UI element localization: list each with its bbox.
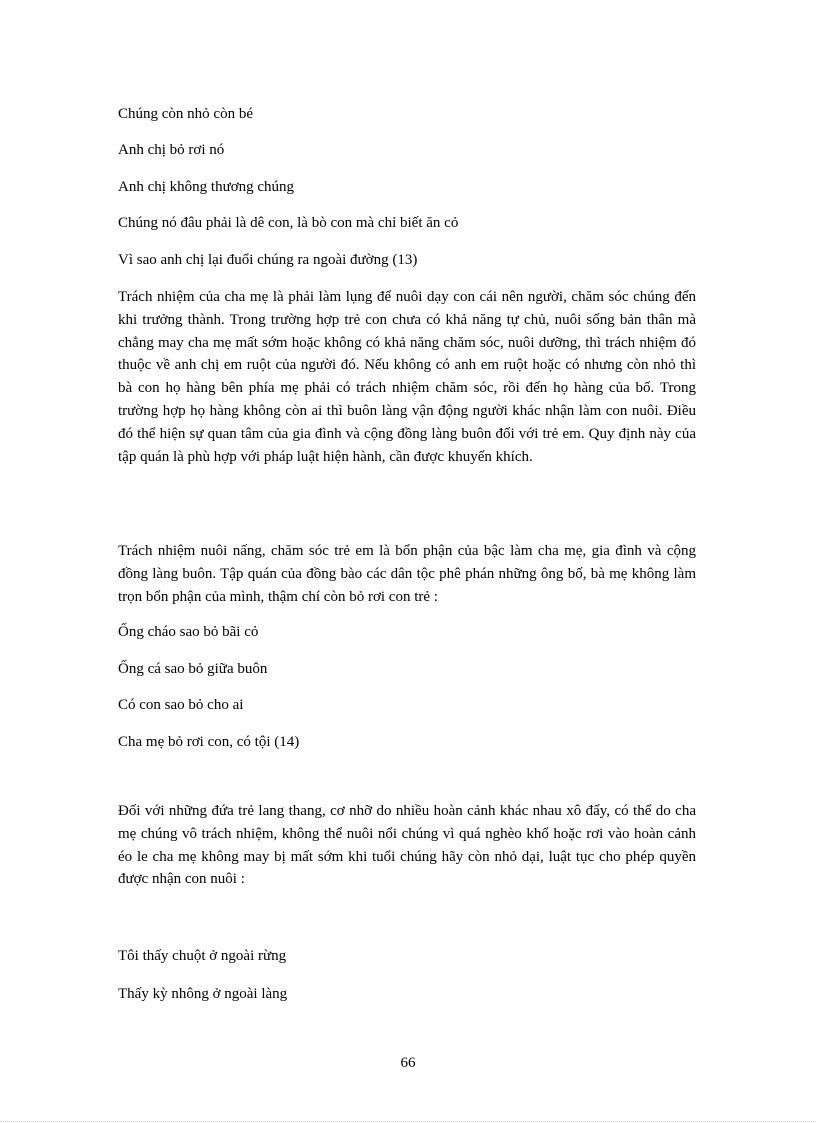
- page-bottom-divider: [0, 1121, 816, 1122]
- verse-line: Chúng nó đâu phải là dê con, là bò con mà chỉ biết ăn cỏ: [118, 215, 459, 231]
- verse-line: Tôi thấy chuột ở ngoài rừng: [118, 948, 287, 964]
- verse-line: Ống cháo sao bỏ bãi cỏ: [118, 624, 259, 640]
- verse-line: Chúng còn nhỏ còn bé: [118, 106, 253, 122]
- verse-line: Vì sao anh chị lại đuổi chúng ra ngoài đường (13): [118, 252, 418, 268]
- verse-line: Ống cá sao bỏ giữa buôn: [118, 661, 268, 677]
- page-number: 66: [400, 1055, 416, 1071]
- verse-line: Có con sao bỏ cho ai: [118, 697, 244, 713]
- body-paragraph: Đối với những đứa trẻ lang thang, cơ nhỡ do nhiều hoàn cảnh khác nhau xô đẩy, có thể do cha mẹ chúng vô trách nhiệm, không thể nuôi nổi chúng vì quá nghèo khổ hoặc rơi vào hoàn cảnh éo le cha mẹ không may bị mất sớm khi tuổi chúng hãy còn nhỏ dại, luật tục cho phép quyền được nhận con nuôi :: [118, 803, 696, 888]
- body-paragraph: Trách nhiệm nuôi nấng, chăm sóc trẻ em là bổn phận của bậc làm cha mẹ, gia đình và cộng đồng làng buôn. Tập quán của đồng bào các dân tộc phê phán những ông bố, bà mẹ không làm trọn bổn phận của mình, thậm chí còn bỏ rơi con trẻ :: [118, 543, 696, 605]
- verse-line: Anh chị không thương chúng: [118, 179, 295, 195]
- verse-line: Thấy kỳ nhông ở ngoài làng: [118, 986, 288, 1002]
- verse-line: Cha mẹ bỏ rơi con, có tội (14): [118, 734, 300, 750]
- verse-line: Anh chị bỏ rơi nó: [118, 142, 225, 158]
- body-paragraph: Trách nhiệm của cha mẹ là phải làm lụng để nuôi dạy con cái nên người, chăm sóc chúng đến khi trưởng thành. Trong trường hợp trẻ con chưa có khả năng tự chủ, nuôi sống bản thân mà chẳng may cha mẹ mất sớm hoặc không có khả năng chăm sóc, nuôi dưỡng, thì trách nhiệm đó thuộc về anh chị em ruột của người đó. Nếu không có anh em ruột hoặc có nhưng còn nhỏ thì bà con họ hàng bên phía mẹ phải có trách nhiệm chăm sóc, rồi đến họ hàng của bố. Trong trường hợp họ hàng không còn ai thì buôn làng vận động người khác nhận làm con nuôi. Điều đó thể hiện sự quan tâm của gia đình và cộng đồng làng buôn đối với trẻ em. Quy định này của tập quán là phù hợp với pháp luật hiện hành, cần được khuyến khích.: [118, 289, 696, 465]
